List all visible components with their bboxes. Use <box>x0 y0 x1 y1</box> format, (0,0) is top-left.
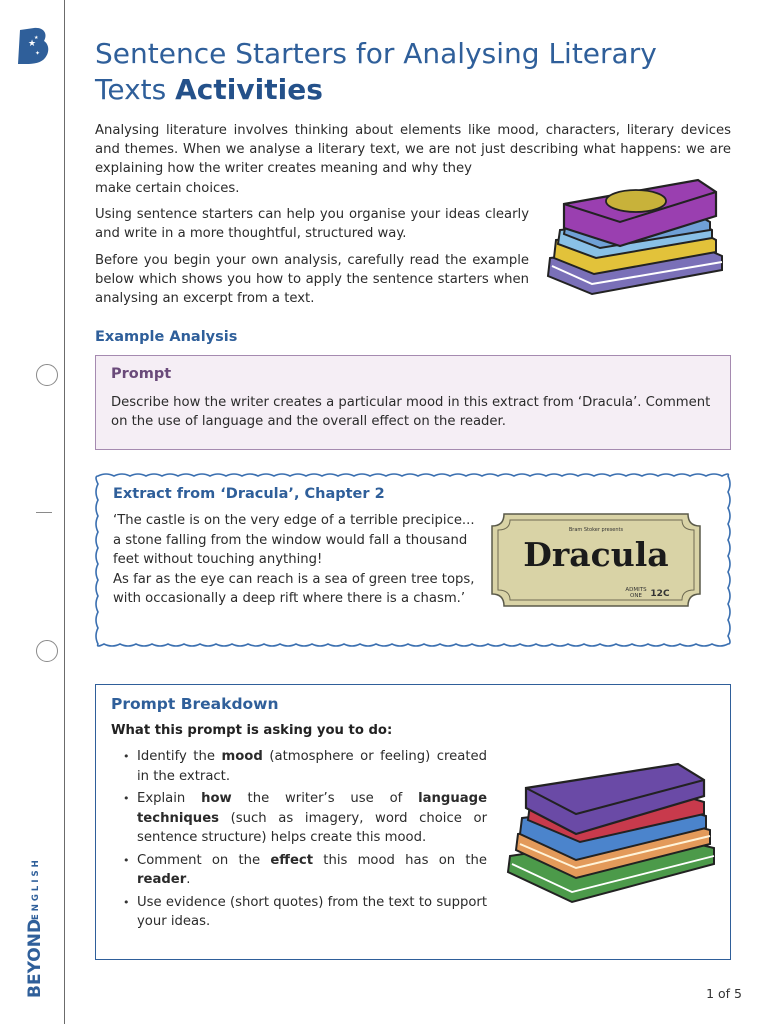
example-analysis-heading: Example Analysis <box>95 329 238 345</box>
page-title <box>95 36 735 108</box>
breakdown-list <box>111 747 487 935</box>
extract-text <box>113 511 483 609</box>
list-item: • Explain how the writer’s use of language techniques (such as imagery, word choice or sentence structure) helps create this mood. <box>111 789 487 848</box>
beyond-english-wordmark <box>18 842 52 1002</box>
prompt-box <box>95 355 731 450</box>
list-item: • Identify the mood (atmosphere or feeling) created in the extract. <box>111 747 487 786</box>
svg-text:★: ★ <box>34 35 39 41</box>
extract-text-2: As far as the eye can reach is a sea of green tree tops, with occasionally a deep rift where there is a chasm.’ <box>113 571 475 606</box>
ticket-title: Dracula <box>523 535 669 574</box>
intro-paragraph-1a: Analysing literature involves thinking about elements like mood, characters, literary devices and themes. When we analyse a literary text, we are not just describing what happens: we are explaining how the writer creates meaning and why they <box>95 123 731 177</box>
extract-text-1: ‘The castle is on the very edge of a terrible precipice... a stone falling from the window would fall a thousand feet without touching anything! <box>113 513 475 567</box>
ticket-admits: ADMITS <box>625 587 647 593</box>
title-line1: Sentence Starters for Analysing Literary <box>95 37 657 70</box>
binder-hole-top <box>36 364 58 386</box>
title-line2: Texts <box>95 73 176 106</box>
extract-heading: Extract from ‘Dracula’, Chapter 2 <box>113 486 385 502</box>
brand-sub: ENGLISH <box>31 857 41 920</box>
binder-hole-bottom <box>36 640 58 662</box>
brand-main: BEYOND <box>25 918 45 998</box>
breakdown-subheading: What this prompt is asking you to do: <box>111 723 393 738</box>
book-stack-illustration-1 <box>540 176 732 304</box>
intro-paragraph-2: Using sentence starters can help you organise your ideas clearly and write in a more thoughtful, structured way. <box>95 207 529 242</box>
dracula-ticket-illustration <box>490 512 702 608</box>
intro-paragraph-1b: make certain choices. <box>95 181 240 196</box>
prompt-heading: Prompt <box>111 366 172 382</box>
beyond-logo-icon <box>16 26 50 66</box>
book-stack-illustration-2 <box>506 760 718 906</box>
intro-paragraph-3: Before you begin your own analysis, carefully read the example below which shows you how to apply the sentence starters when analysing an excerpt from a text. <box>95 253 529 307</box>
margin-line <box>64 0 65 1024</box>
list-item: • Use evidence (short quotes) from the text to support your ideas. <box>111 893 487 932</box>
list-item: • Comment on the effect this mood has on the reader. <box>111 851 487 890</box>
fold-mark <box>36 512 52 513</box>
breakdown-heading: Prompt Breakdown <box>111 695 279 713</box>
svg-text:✦: ✦ <box>35 50 41 57</box>
ticket-one: ONE <box>630 593 642 599</box>
page-number: 1 of 5 <box>706 986 742 1001</box>
ticket-presents: Bram Stoker presents <box>568 527 624 533</box>
prompt-text: Describe how the writer creates a particular mood in this extract from ‘Dracula’. Comment on the use of language and the overall effect on the reader. <box>111 395 711 430</box>
svg-text:★: ★ <box>28 39 37 49</box>
ticket-number: 12C <box>650 589 670 599</box>
title-activities: Activities <box>175 73 323 106</box>
